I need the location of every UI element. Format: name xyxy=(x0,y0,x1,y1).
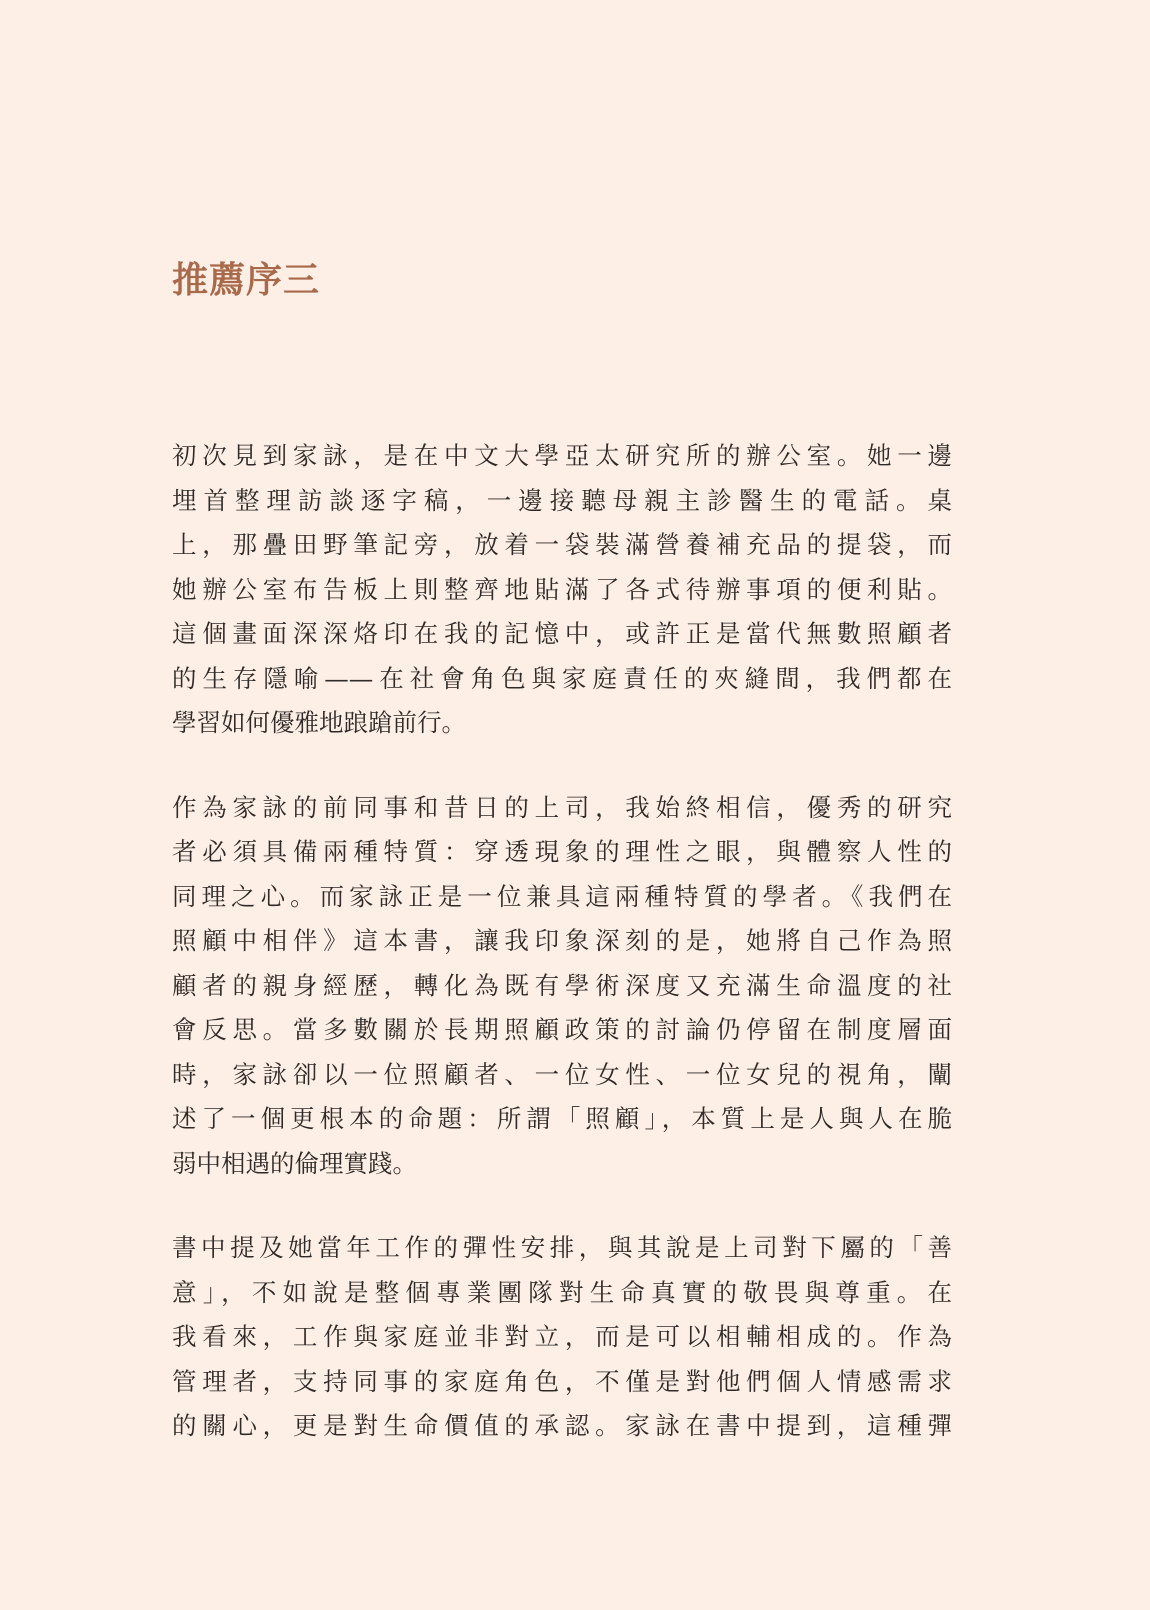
paragraph-1 xyxy=(172,434,952,746)
text-line: 作為家詠的前同事和昔日的上司，我始終相信，優秀的研究 xyxy=(172,792,952,822)
text-line: 管理者，支持同事的家庭角色，不僅是對他們個人情感需求 xyxy=(172,1366,952,1396)
paragraph-3 xyxy=(172,1226,952,1449)
text-line: 時，家詠卻以一位照顧者、一位女性、一位女兒的視角，闡 xyxy=(172,1059,952,1089)
text-line: 我看來，工作與家庭並非對立，而是可以相輔相成的。作為 xyxy=(172,1322,952,1351)
text-line: 的關心，更是對生命價值的承認。家詠在書中提到，這種彈 xyxy=(172,1411,952,1440)
text-line: 意」，不如說是整個專業團隊對生命真實的敬畏與尊重。在 xyxy=(172,1277,952,1307)
text-line: 照顧中相伴》這本書，讓我印象深刻的是，她將自己作為照 xyxy=(172,926,952,955)
text-line: 這個畫面深深烙印在我的記憶中，或許正是當代無數照顧者 xyxy=(172,619,952,648)
text-line: 的生存隱喻——在社會角色與家庭責任的夾縫間，我們都在 xyxy=(172,663,952,693)
page-title: 推薦序三 xyxy=(172,259,321,301)
text-line: 埋首整理訪談逐字稿，一邊接聽母親主診醫生的電話。桌 xyxy=(172,485,952,515)
text-line: 弱中相遇的倫理實踐。 xyxy=(172,1148,417,1178)
text-line: 者必須具備兩種特質：穿透現象的理性之眼，與體察人性的 xyxy=(172,837,952,866)
text-line: 顧者的親身經歷，轉化為既有學術深度又充滿生命溫度的社 xyxy=(172,970,952,1000)
text-line: 同理之心。而家詠正是一位兼具這兩種特質的學者。《我們在 xyxy=(172,881,952,911)
text-line: 初次見到家詠，是在中文大學亞太研究所的辦公室。她一邊 xyxy=(172,441,952,470)
text-line: 學習如何優雅地踉蹌前行。 xyxy=(172,708,466,737)
text-line: 書中提及她當年工作的彈性安排，與其說是上司對下屬的「善 xyxy=(172,1233,952,1262)
paragraph-2 xyxy=(172,786,952,1187)
text-line: 會反思。當多數關於長期照顧政策的討論仍停留在制度層面 xyxy=(172,1015,952,1044)
text-line: 她辦公室布告板上則整齊地貼滿了各式待辦事項的便利貼。 xyxy=(172,574,952,604)
text-line: 述了一個更根本的命題：所謂「照顧」，本質上是人與人在脆 xyxy=(172,1104,952,1133)
body-text xyxy=(172,434,952,1489)
text-line: 上，那疊田野筆記旁，放着一袋裝滿營養補充品的提袋，而 xyxy=(172,530,952,559)
